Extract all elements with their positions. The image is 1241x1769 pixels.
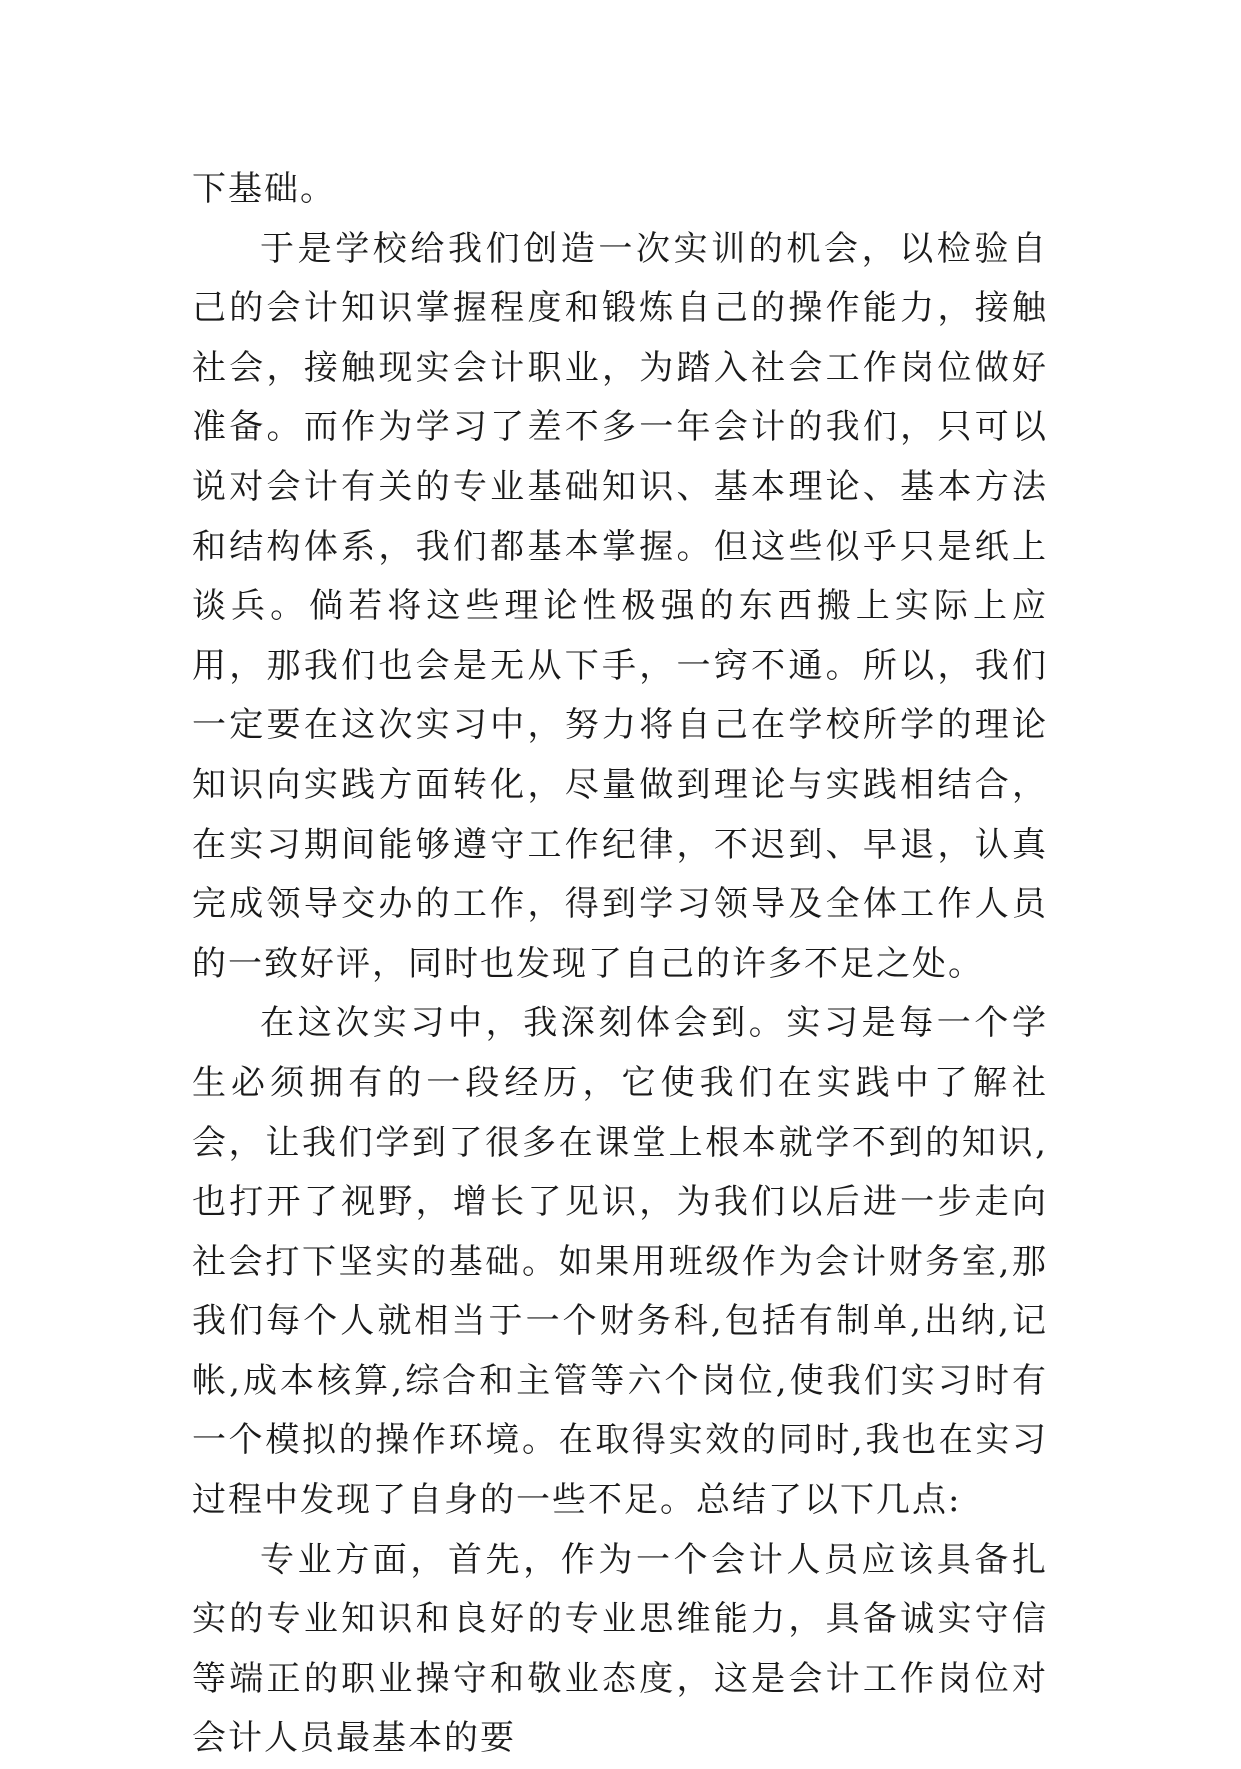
paragraph-professional-aspect: 专业方面，首先，作为一个会计人员应该具备扎实的专业知识和良好的专业思维能力，具备诚实守信等端正的职业操守和敬业态度，这是会计工作岗位对会计人员最基本的要 (192, 1539, 1048, 1759)
document-body (192, 160, 1048, 1769)
paragraph-internship-experience: 在这次实习中，我深刻体会到。实习是每一个学生必须拥有的一段经历，它使我们在实践中了解社会，让我们学到了很多在课堂上根本就学不到的知识,也打开了视野，增长了见识，为我们以后进一步走向社会打下坚实的基础。如果用班级作为会计财务室,那我们每个人就相当于一个财务科,包括有制单,出纳,记帐,成本核算,综合和主管等六个岗位,使我们实习时有一个模拟的操作环境。在取得实效的同时,我也在实习过程中发现了自身的一些不足。总结了以下几点: (192, 1003, 1048, 1521)
paragraph-training-opportunity: 于是学校给我们创造一次实训的机会，以检验自己的会计知识掌握程度和锻炼自己的操作能力，接触社会，接触现实会计职业，为踏入社会工作岗位做好准备。而作为学习了差不多一年会计的我们，只可以说对会计有关的专业基础知识、基本理论、基本方法和结构体系，我们都基本掌握。但这些似乎只是纸上谈兵。倘若将这些理论性极强的东西搬上实际上应用，那我们也会是无从下手，一窍不通。所以，我们一定要在这次实习中，努力将自己在学校所学的理论知识向实践方面转化，尽量做到理论与实践相结合，在实习期间能够遵守工作纪律，不迟到、早退，认真完成领导交办的工作，得到学习领导及全体工作人员的一致好评，同时也发现了自己的许多不足之处。 (192, 228, 1048, 984)
paragraph-continuation: 下基础。 (192, 169, 336, 209)
